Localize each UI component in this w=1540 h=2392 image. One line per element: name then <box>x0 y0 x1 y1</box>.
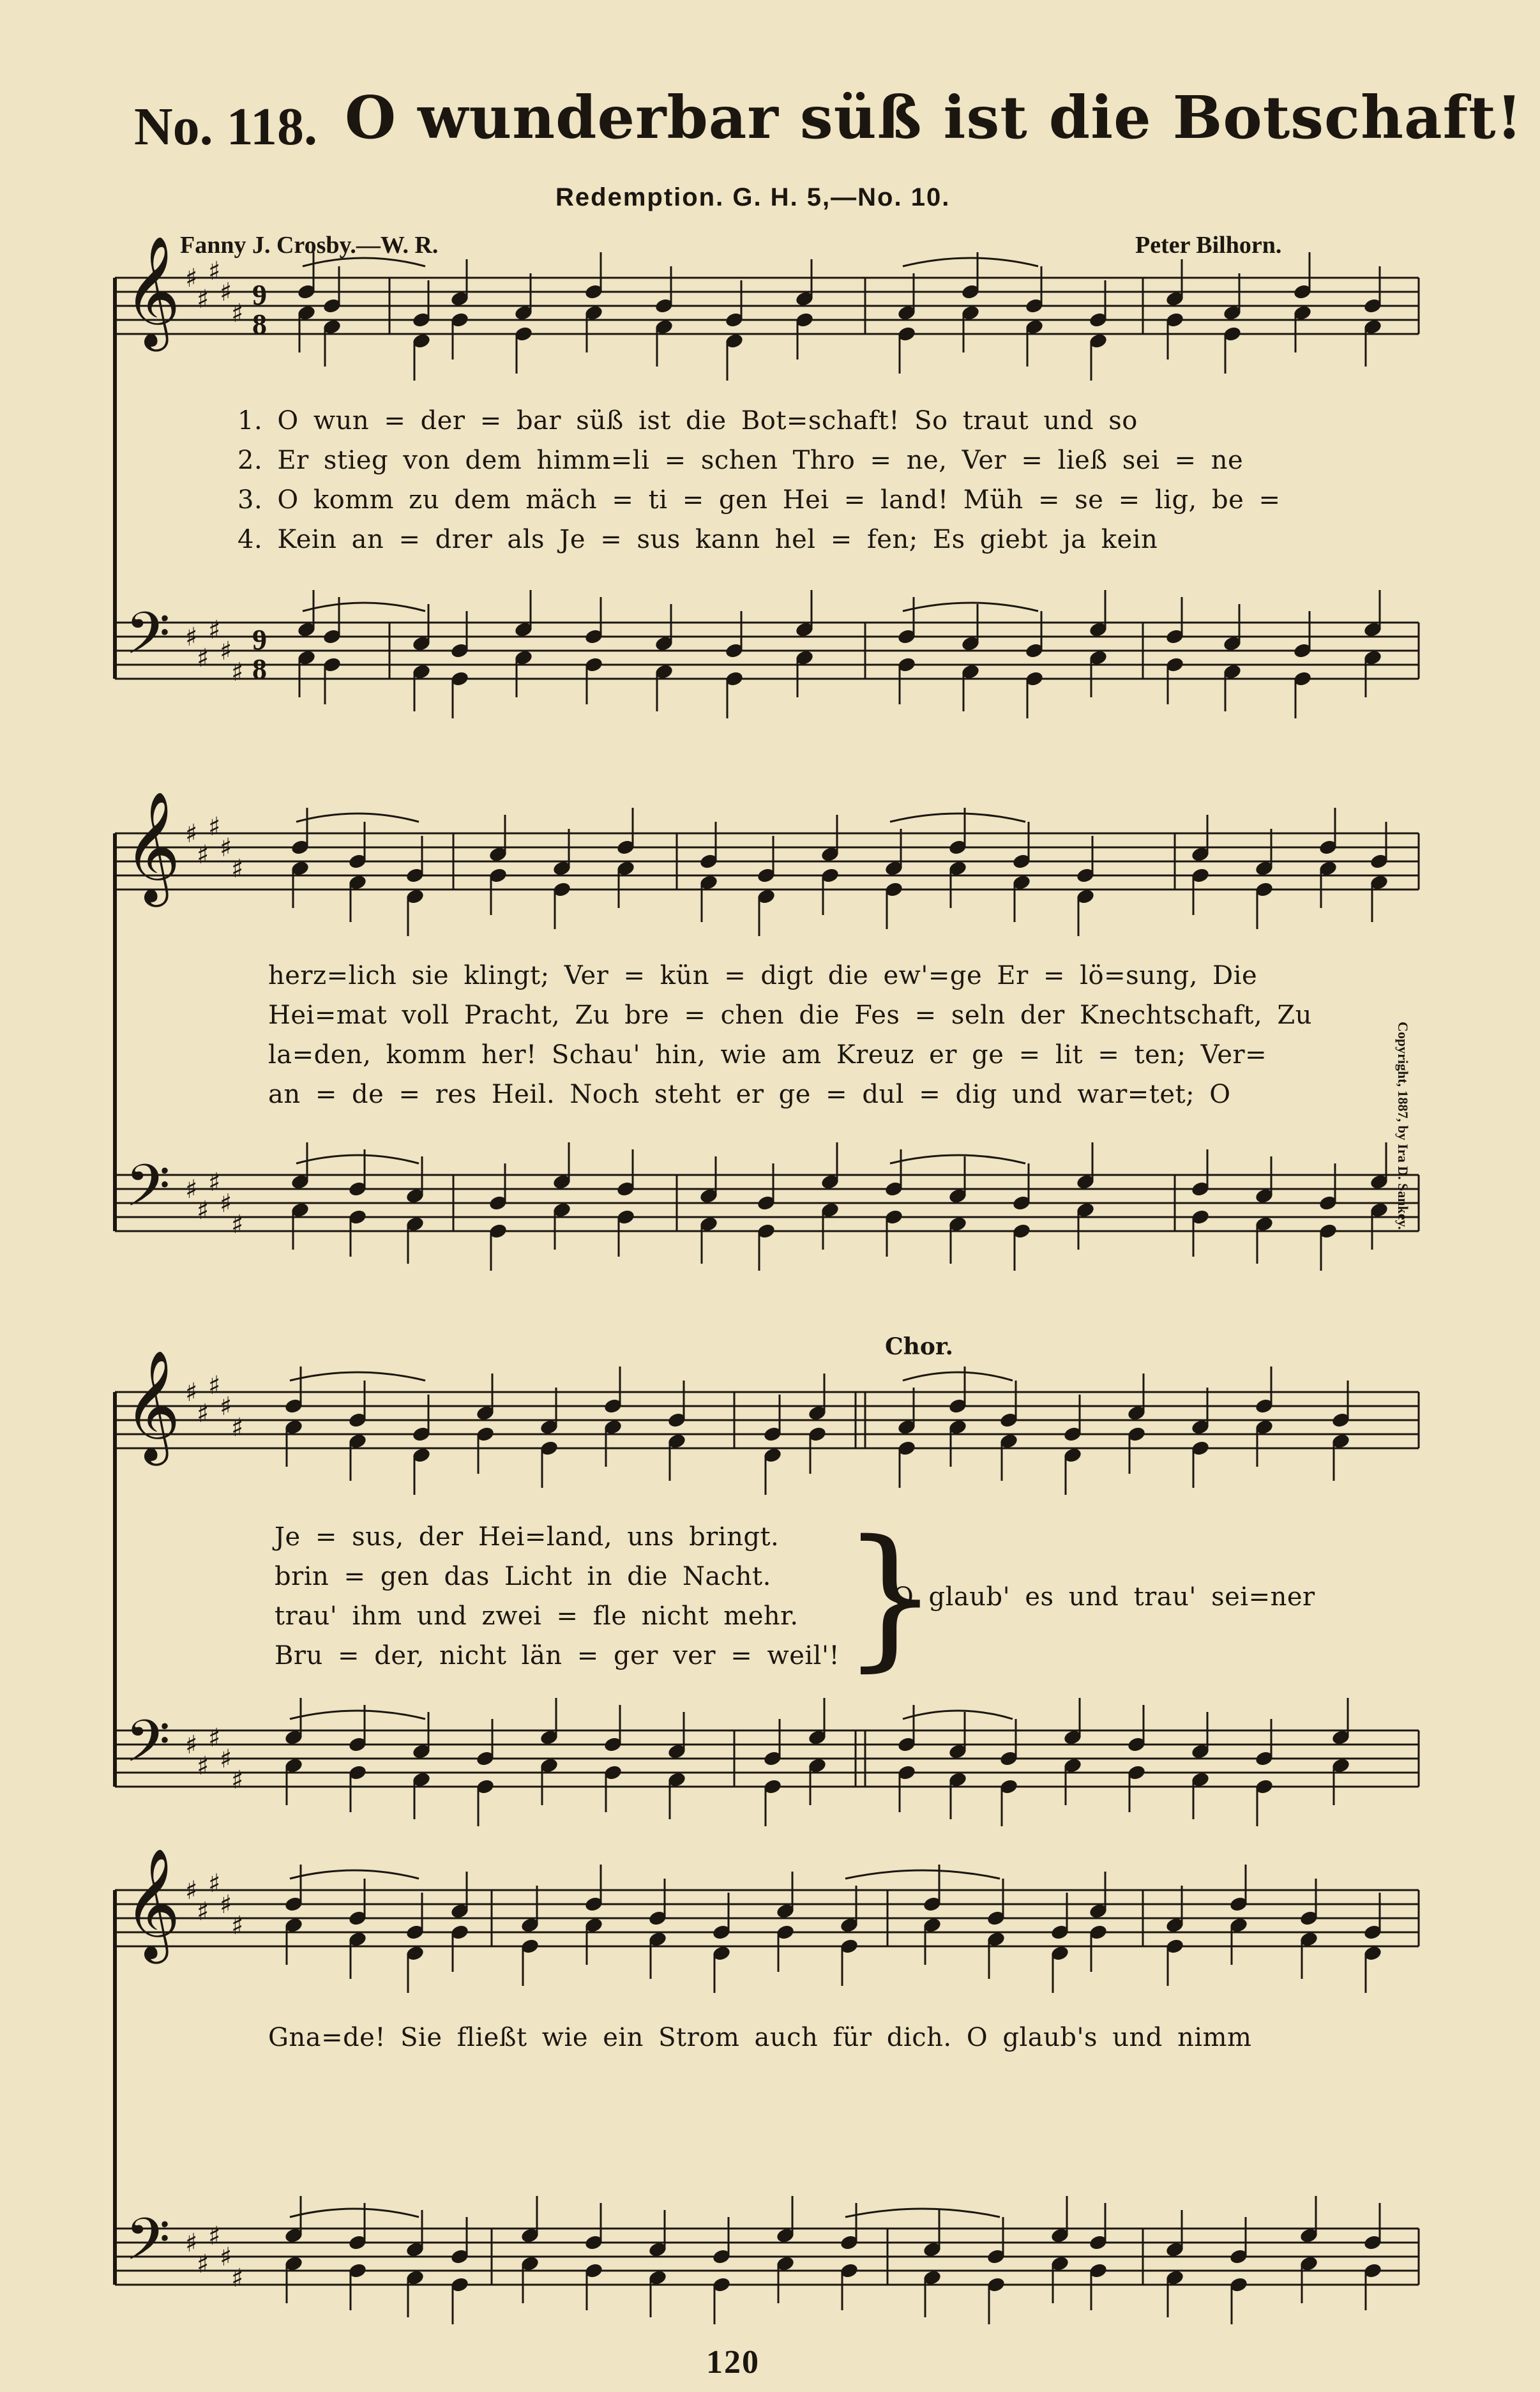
bass-clef-icon: 𝄢 <box>125 600 170 681</box>
sharp-icon: ♯ <box>197 1752 209 1781</box>
sharp-icon: ♯ <box>197 2250 209 2279</box>
sharp-icon: ♯ <box>231 854 244 884</box>
sharp-icon: ♯ <box>185 1876 198 1905</box>
lyric-line: brin = gen das Licht in die Nacht. <box>275 1562 771 1591</box>
sharp-icon: ♯ <box>208 1869 221 1898</box>
treble-clef-icon: 𝄞 <box>124 1848 181 1959</box>
time-signature-bottom: 8 <box>252 653 267 685</box>
slur <box>290 1870 419 1879</box>
slur <box>890 1155 1025 1163</box>
sharp-icon: ♯ <box>220 833 232 863</box>
lyric-line: Bru = der, nicht län = ger ver = weil'! <box>275 1641 840 1670</box>
sharp-icon: ♯ <box>220 278 232 307</box>
bass-clef-icon: 𝄢 <box>125 1707 170 1789</box>
lyric-line: an = de = res Heil. Noch steht er ge = dul = dig und war=tet; O <box>268 1080 1231 1109</box>
sharp-icon: ♯ <box>231 658 244 687</box>
sharp-icon: ♯ <box>197 285 209 314</box>
sharp-icon: ♯ <box>231 1210 244 1239</box>
sharp-icon: ♯ <box>220 1745 232 1774</box>
time-signature-top: 9 <box>252 623 267 656</box>
slur <box>845 2209 1000 2217</box>
sharp-icon: ♯ <box>197 840 209 870</box>
treble-clef-icon: 𝄞 <box>124 1350 181 1461</box>
treble-clef-icon: 𝄞 <box>124 236 181 347</box>
lyric-line: Hei=mat voll Pracht, Zu bre = chen die Fes = seln der Knechtschaft, Zu <box>268 1001 1312 1030</box>
words-author: Fanny J. Crosby.—W. R. <box>180 232 439 259</box>
sharp-icon: ♯ <box>231 1911 244 1941</box>
sharp-icon: ♯ <box>231 1766 244 1795</box>
composer: Peter Bilhorn. <box>1135 232 1282 259</box>
sharp-icon: ♯ <box>220 1189 232 1218</box>
chorus-lyric: O glaub' es und trau' sei=ner <box>893 1582 1315 1612</box>
chorus-label: Chor. <box>885 1333 954 1360</box>
lyric-line: 1. O wun = der = bar süß ist die Bot=schaft! So traut und so <box>238 406 1138 435</box>
sharp-icon: ♯ <box>197 1399 209 1428</box>
slur <box>290 2209 419 2217</box>
sharp-icon: ♯ <box>208 812 221 842</box>
hymn-number: No. 118. <box>134 97 318 156</box>
sharp-icon: ♯ <box>185 264 198 293</box>
slur <box>290 1711 425 1719</box>
slur <box>903 258 1038 266</box>
sharp-icon: ♯ <box>185 1378 198 1407</box>
lyric-line: trau' ihm und zwei = fle nicht mehr. <box>275 1601 799 1631</box>
sharp-icon: ♯ <box>197 1897 209 1926</box>
sharp-icon: ♯ <box>208 1371 221 1400</box>
slur <box>290 1372 425 1381</box>
time-signature-top: 9 <box>252 278 267 311</box>
treble-clef-icon: 𝄞 <box>124 791 181 902</box>
slur <box>845 1870 1000 1879</box>
sharp-icon: ♯ <box>220 1890 232 1919</box>
sharp-icon: ♯ <box>208 1168 221 1197</box>
slur <box>296 1155 419 1163</box>
sharp-icon: ♯ <box>220 2243 232 2272</box>
sharp-icon: ♯ <box>185 819 198 849</box>
slur <box>296 814 419 822</box>
slur <box>903 1711 1013 1719</box>
sharp-icon: ♯ <box>197 1196 209 1225</box>
tune-reference: Redemption. G. H. 5,—No. 10. <box>555 183 951 211</box>
lyric-line: 3. O komm zu dem mäch = ti = gen Hei = land! Müh = se = lig, be = <box>238 485 1281 515</box>
slur <box>890 814 1025 822</box>
lyric-line: 4. Kein an = drer als Je = sus kann hel = fen; Es giebt ja kein <box>238 525 1158 554</box>
sharp-icon: ♯ <box>208 2222 221 2251</box>
sharp-icon: ♯ <box>220 637 232 666</box>
sharp-icon: ♯ <box>208 257 221 286</box>
sharp-icon: ♯ <box>231 299 244 328</box>
bass-clef-icon: 𝄢 <box>125 2206 170 2287</box>
page-number: 120 <box>706 2344 760 2381</box>
sharp-icon: ♯ <box>185 623 198 652</box>
slur <box>303 603 425 611</box>
sharp-icon: ♯ <box>185 2229 198 2258</box>
time-signature-bottom: 8 <box>252 308 267 340</box>
sharp-icon: ♯ <box>231 1413 244 1442</box>
lyric-line: herz=lich sie klingt; Ver = kün = digt die ew'=ge Er = lö=sung, Die <box>268 961 1258 990</box>
slur <box>303 258 425 266</box>
slur <box>903 1372 1013 1381</box>
lyric-line: 2. Er stieg von dem himm=li = schen Thro = ne, Ver = ließ sei = ne <box>238 446 1244 475</box>
sharp-icon: ♯ <box>197 644 209 673</box>
sharp-icon: ♯ <box>185 1175 198 1204</box>
hymn-title: O wunderbar süß ist die Botschaft! <box>345 83 1523 152</box>
sharp-icon: ♯ <box>208 1723 221 1753</box>
lyric-line: la=den, komm her! Schau' hin, wie am Kreuz er ge = lit = ten; Ver= <box>268 1040 1267 1070</box>
verse-brace: } <box>842 1507 939 1686</box>
bass-clef-icon: 𝄢 <box>125 1152 170 1234</box>
copyright-notice: Copyright, 1887, by Ira D. Sankey. <box>1395 1022 1411 1230</box>
sharp-icon: ♯ <box>185 1730 198 1760</box>
lyric-line: Je = sus, der Hei=land, uns bringt. <box>275 1522 780 1552</box>
lyric-line: Gna=de! Sie fließt wie ein Strom auch für dich. O glaub's und nimm <box>268 2023 1252 2052</box>
sharp-icon: ♯ <box>208 616 221 645</box>
slur <box>903 603 1038 611</box>
sharp-icon: ♯ <box>220 1392 232 1421</box>
sharp-icon: ♯ <box>231 2264 244 2293</box>
